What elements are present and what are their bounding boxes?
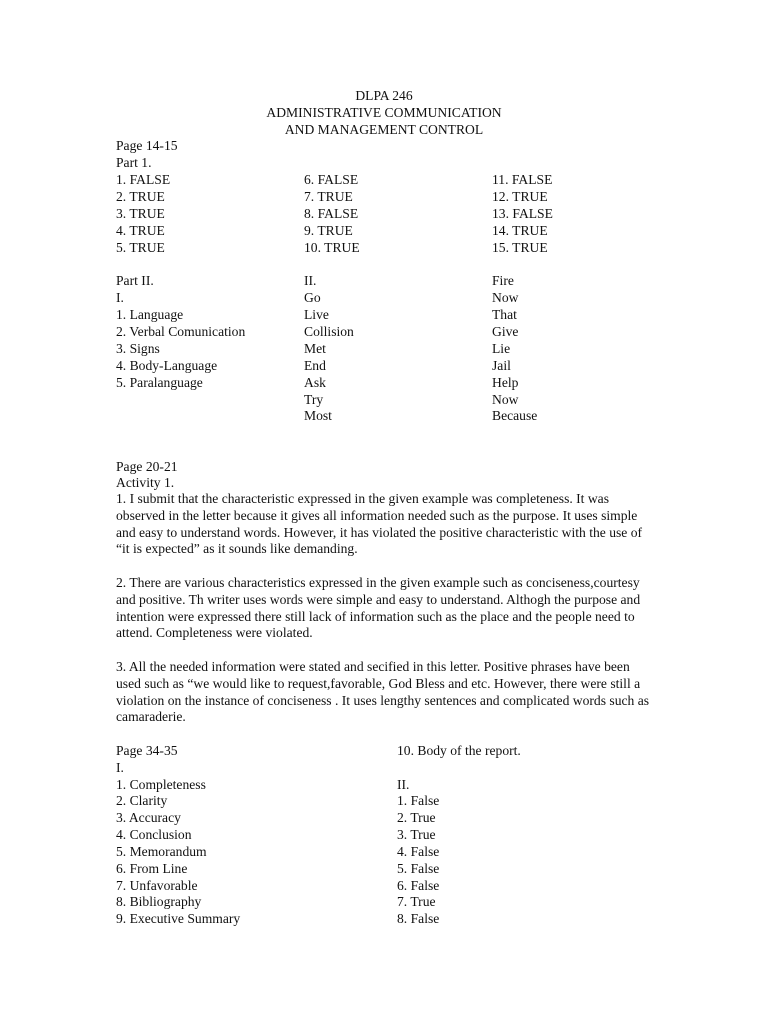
- word-item: Give: [492, 324, 519, 339]
- answer-item: 1. FALSE: [116, 172, 171, 187]
- answer-item: 7. True: [397, 894, 436, 909]
- answer-item: 12. TRUE: [492, 189, 548, 204]
- page-label-14-15: Page 14-15: [116, 138, 178, 153]
- answer-item: 3. Signs: [116, 341, 160, 356]
- word-item: Now: [492, 392, 519, 407]
- answer-item: 1. False: [397, 793, 440, 808]
- word-item: That: [492, 307, 517, 322]
- word-item: Fire: [492, 273, 514, 288]
- word-item: Help: [492, 375, 519, 390]
- answer-item: 2. TRUE: [116, 189, 165, 204]
- answer-item: 4. Conclusion: [116, 827, 192, 842]
- answer-item: 8. Bibliography: [116, 894, 202, 909]
- answer-item: 4. Body-Language: [116, 358, 218, 373]
- word-item: Most: [304, 408, 332, 423]
- answer-item: 5. False: [397, 861, 440, 876]
- word-item: Jail: [492, 358, 511, 373]
- word-item: Live: [304, 307, 329, 322]
- page-label-20-21: Page 20-21: [116, 459, 178, 474]
- answer-item: 6. FALSE: [304, 172, 359, 187]
- answer-item: 6. False: [397, 878, 440, 893]
- answer-item: 2. Verbal Comunication: [116, 324, 246, 339]
- answer-item: 6. From Line: [116, 861, 188, 876]
- answer-paragraph: 2. There are various characteristics expressed in the given example such as conciseness,courtesy and positive. Th writer uses words were simple and easy to understand. Althogh the purpose and intention were expressed there still lack of information such as the place and the people need to attend. Completeness were violated.: [116, 575, 641, 641]
- answer-item: 15. TRUE: [492, 240, 548, 255]
- answer-item: 14. TRUE: [492, 223, 548, 238]
- answer-item: 9. Executive Summary: [116, 911, 241, 926]
- activity-label: Activity 1.: [116, 475, 175, 490]
- answer-item: 8. FALSE: [304, 206, 359, 221]
- word-item: Go: [304, 290, 321, 305]
- doc-title: ADMINISTRATIVE COMMUNICATION: [266, 105, 502, 120]
- word-item: Because: [492, 408, 538, 423]
- word-item: End: [304, 358, 326, 373]
- answer-item: 10. Body of the report.: [397, 743, 521, 758]
- answer-item: 3. Accuracy: [116, 810, 181, 825]
- part-2-label: Part II.: [116, 273, 154, 288]
- answer-item: 10. TRUE: [304, 240, 360, 255]
- answer-item: 1. Completeness: [116, 777, 206, 792]
- answer-item: 2. True: [397, 810, 436, 825]
- answer-item: 8. False: [397, 911, 440, 926]
- answer-item: 9. TRUE: [304, 223, 353, 238]
- section-roman-label: I.: [116, 290, 124, 305]
- answer-item: 2. Clarity: [116, 793, 168, 808]
- page-label-34-35: Page 34-35: [116, 743, 178, 758]
- word-item: Ask: [304, 375, 326, 390]
- answer-paragraph: 1. I submit that the characteristic expressed in the given example was completeness. It was observed in the letter because it gives all information needed such as the purpose. It uses simple and easy to understand words. However, it has violated the positive characteristic with the use of “it is expected” as it sounds like demanding.: [116, 491, 643, 557]
- answer-item: 11. FALSE: [492, 172, 553, 187]
- answer-item: 1. Language: [116, 307, 184, 322]
- answer-item: 4. False: [397, 844, 440, 859]
- answer-item: 5. TRUE: [116, 240, 165, 255]
- answer-item: 3. True: [397, 827, 436, 842]
- section-roman-label: II.: [397, 777, 410, 792]
- word-item: Try: [304, 392, 324, 407]
- word-item: Now: [492, 290, 519, 305]
- doc-title-code: DLPA 246: [355, 88, 413, 103]
- word-item: Collision: [304, 324, 354, 339]
- answer-item: 7. TRUE: [304, 189, 353, 204]
- answer-item: 5. Memorandum: [116, 844, 207, 859]
- answer-item: 3. TRUE: [116, 206, 165, 221]
- answer-item: 13. FALSE: [492, 206, 553, 221]
- section-roman-label: II.: [304, 273, 317, 288]
- answer-item: 4. TRUE: [116, 223, 165, 238]
- answer-item: 5. Paralanguage: [116, 375, 203, 390]
- answer-paragraph: 3. All the needed information were stated and secified in this letter. Positive phrases have been used such as “we would like to request,favorable, God Bless and etc. However, there were still a violation on the instance of conciseness . It uses lengthy sentences and complicated words such as camaraderie.: [116, 659, 650, 725]
- section-roman-label: I.: [116, 760, 124, 775]
- word-item: Lie: [492, 341, 511, 356]
- doc-subtitle: AND MANAGEMENT CONTROL: [284, 122, 484, 137]
- answer-item: 7. Unfavorable: [116, 878, 198, 893]
- part-1-label: Part 1.: [116, 155, 152, 170]
- word-item: Met: [304, 341, 326, 356]
